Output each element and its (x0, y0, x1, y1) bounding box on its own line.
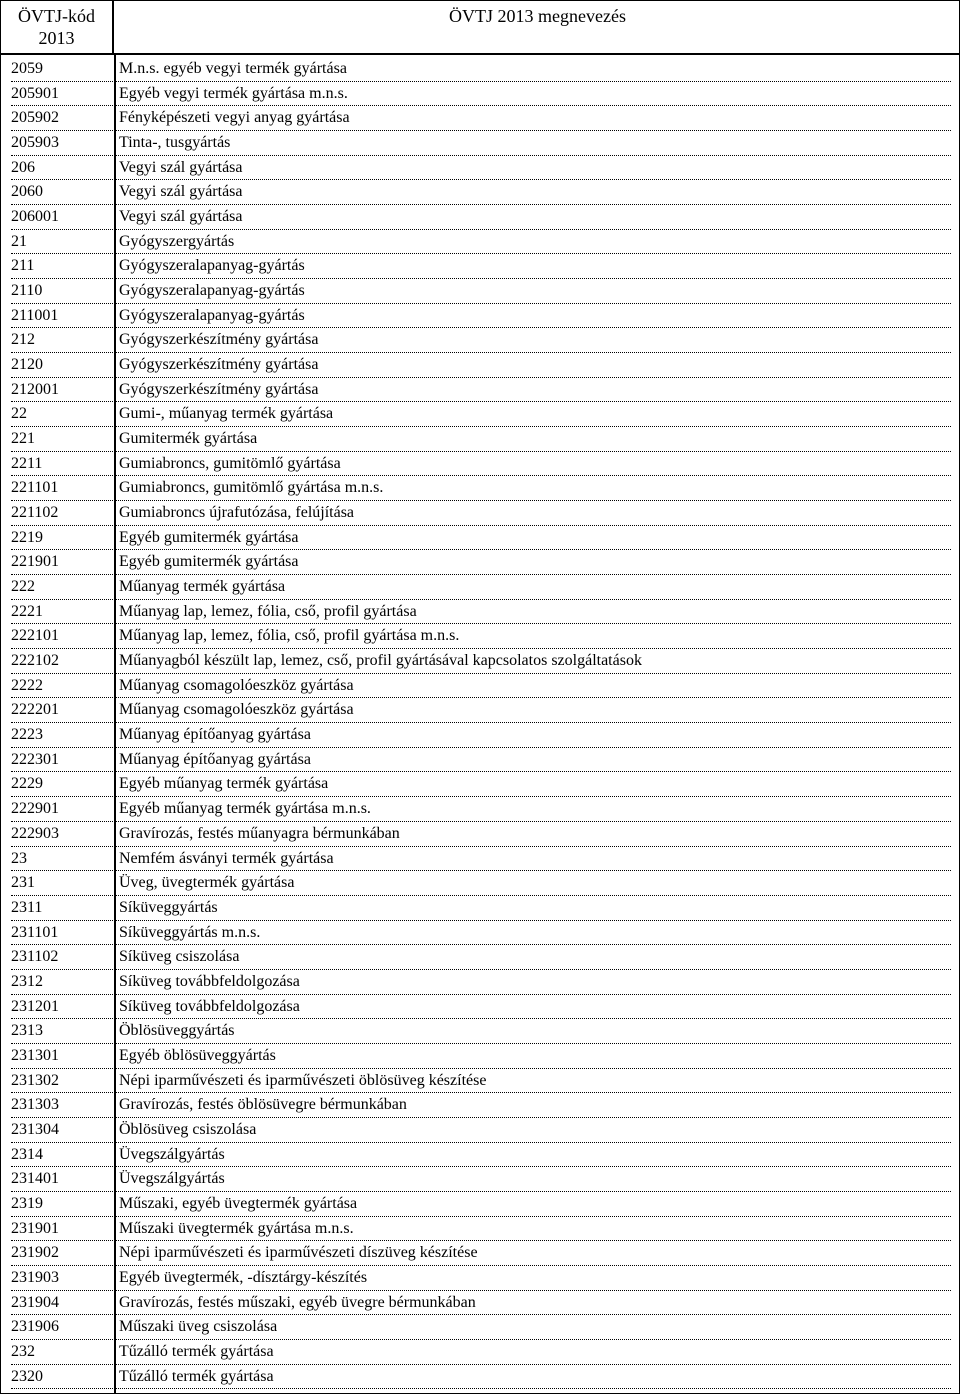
row-name: Egyéb gumitermék gyártása (119, 528, 299, 546)
row-name: Gyógyszerkészítmény gyártása (119, 380, 319, 398)
row-name: Egyéb öblösüveggyártás (119, 1046, 276, 1064)
row-name: Tinta-, tusgyártás (119, 134, 231, 152)
row-code: 231904 (11, 1293, 59, 1311)
row-code: 231901 (11, 1219, 59, 1237)
row-code: 211 (11, 257, 35, 275)
row-code: 211001 (11, 306, 59, 324)
row-code: 231902 (11, 1244, 59, 1262)
table-row (1, 871, 959, 896)
table-row (1, 748, 959, 773)
table-row (1, 279, 959, 304)
table-row (1, 353, 959, 378)
row-name: Síküveg továbbfeldolgozása (119, 997, 300, 1015)
table-row (1, 378, 959, 403)
row-code: 2211 (11, 454, 43, 472)
row-code: 231903 (11, 1268, 59, 1286)
row-name: Egyéb vegyi termék gyártása m.n.s. (119, 84, 348, 102)
row-code: 2320 (11, 1367, 43, 1385)
code-column-header (1, 1, 114, 53)
table-row (1, 452, 959, 477)
table-row (1, 304, 959, 329)
row-code: 222901 (11, 800, 59, 818)
row-code: 2312 (11, 972, 43, 990)
table-row (1, 995, 959, 1020)
table-row (1, 1217, 959, 1242)
row-code: 232 (11, 1342, 35, 1360)
table-row (1, 1291, 959, 1316)
row-name: Nemfém ásványi termék gyártása (119, 849, 334, 867)
row-code: 2219 (11, 528, 43, 546)
code-header-line1: ÖVTJ-kód (18, 6, 95, 26)
table-row (1, 1192, 959, 1217)
table-row (1, 1044, 959, 1069)
row-code: 2319 (11, 1194, 43, 1212)
row-code: 222101 (11, 627, 59, 645)
table-row (1, 1143, 959, 1168)
table-row (1, 723, 959, 748)
row-code: 205903 (11, 134, 59, 152)
row-code: 2313 (11, 1022, 43, 1040)
row-code: 2060 (11, 183, 43, 201)
row-code: 2314 (11, 1145, 43, 1163)
row-name: Gravírozás, festés műanyagra bérmunkában (119, 824, 400, 842)
row-name: Gravírozás, festés műszaki, egyéb üvegre bérmunkában (119, 1293, 476, 1311)
row-code: 231303 (11, 1096, 59, 1114)
table-row (1, 1340, 959, 1365)
table-row (1, 106, 959, 131)
row-code: 212 (11, 331, 35, 349)
row-name: Síküveg csiszolása (119, 948, 240, 966)
row-name: Műanyag csomagolóeszköz gyártása (119, 701, 354, 719)
table-row (1, 57, 959, 82)
row-name: Műszaki üveg csiszolása (119, 1318, 278, 1336)
row-code: 2110 (11, 282, 43, 300)
table-row (1, 328, 959, 353)
row-name: Gumiabroncs, gumitömlő gyártása (119, 454, 341, 472)
table-row (1, 1167, 959, 1192)
row-name: Műanyag építőanyag gyártása (119, 750, 311, 768)
row-name: Öblösüveggyártás (119, 1022, 235, 1040)
row-name: Gyógyszeralapanyag-gyártás (119, 306, 305, 324)
row-name: Gyógyszeralapanyag-gyártás (119, 282, 305, 300)
table-row (1, 1093, 959, 1118)
row-code: 222201 (11, 701, 59, 719)
row-code: 231101 (11, 923, 59, 941)
table-row (1, 674, 959, 699)
row-name: Egyéb üvegtermék, -dísztárgy-készítés (119, 1268, 368, 1286)
row-code: 231302 (11, 1071, 59, 1089)
table-row (1, 945, 959, 970)
table-body (1, 57, 959, 1389)
row-code: 231301 (11, 1046, 59, 1064)
table-row (1, 180, 959, 205)
row-code: 222903 (11, 824, 59, 842)
row-name: Gumiabroncs újrafutózása, felújítása (119, 504, 355, 522)
table-row (1, 1069, 959, 1094)
row-name: Üveg, üvegtermék gyártása (119, 874, 295, 892)
row-name: Gyógyszergyártás (119, 232, 235, 250)
row-name: Síküveg továbbfeldolgozása (119, 972, 300, 990)
table-row (1, 970, 959, 995)
row-name: Műanyag építőanyag gyártása (119, 726, 311, 744)
table-row (1, 600, 959, 625)
row-name: Műszaki, egyéb üvegtermék gyártása (119, 1194, 358, 1212)
table-row (1, 1365, 959, 1390)
table-header (1, 1, 959, 55)
row-name: Műanyagból készült lap, lemez, cső, profil gyártásával kapcsolatos szolgáltatások (119, 652, 642, 670)
row-code: 22 (11, 405, 27, 423)
table-row (1, 526, 959, 551)
row-code: 221901 (11, 553, 59, 571)
row-name: Gumitermék gyártása (119, 430, 258, 448)
dotted-rule (11, 1388, 951, 1389)
table-row (1, 550, 959, 575)
row-name: Egyéb gumitermék gyártása (119, 553, 299, 571)
table-row (1, 1315, 959, 1340)
row-code: 212001 (11, 380, 59, 398)
row-code: 2223 (11, 726, 43, 744)
table-row (1, 131, 959, 156)
table-row (1, 847, 959, 872)
row-code: 2222 (11, 676, 43, 694)
table-row (1, 1118, 959, 1143)
table-row (1, 205, 959, 230)
row-code: 206 (11, 158, 35, 176)
table-row (1, 402, 959, 427)
row-code: 221102 (11, 504, 59, 522)
row-code: 2229 (11, 775, 43, 793)
row-name: Műanyag lap, lemez, fólia, cső, profil gyártása (119, 602, 417, 620)
row-code: 231201 (11, 997, 59, 1015)
table-row (1, 82, 959, 107)
row-code: 222 (11, 578, 35, 596)
row-name: Tűzálló termék gyártása (119, 1367, 274, 1385)
row-name: Gyógyszerkészítmény gyártása (119, 356, 319, 374)
row-name: Gravírozás, festés öblösüvegre bérmunkában (119, 1096, 407, 1114)
row-name: Népi iparművészeti és iparművészeti öblösüveg készítése (119, 1071, 487, 1089)
table-row (1, 427, 959, 452)
row-code: 23 (11, 849, 27, 867)
row-code: 231 (11, 874, 35, 892)
row-code: 221 (11, 430, 35, 448)
row-code: 222301 (11, 750, 59, 768)
row-name: Gumiabroncs, gumitömlő gyártása m.n.s. (119, 479, 384, 497)
row-name: M.n.s. egyéb vegyi termék gyártása (119, 60, 347, 77)
row-name: Vegyi szál gyártása (119, 208, 243, 226)
row-code: 231906 (11, 1318, 59, 1336)
row-code: 222102 (11, 652, 59, 670)
row-name: Gyógyszerkészítmény gyártása (119, 331, 319, 349)
name-column-header: ÖVTJ 2013 megnevezés (449, 6, 626, 26)
table-row (1, 230, 959, 255)
table-row (1, 501, 959, 526)
row-name: Vegyi szál gyártása (119, 183, 243, 201)
table-row (1, 822, 959, 847)
table-row (1, 156, 959, 181)
row-name: Tűzálló termék gyártása (119, 1342, 274, 1360)
row-code: 221101 (11, 479, 59, 497)
table-row (1, 476, 959, 501)
table-row (1, 1266, 959, 1291)
row-code: 2311 (11, 898, 43, 916)
row-code: 205901 (11, 84, 59, 102)
row-name: Vegyi szál gyártása (119, 158, 243, 176)
table-row (1, 797, 959, 822)
row-name: Műanyag termék gyártása (119, 578, 286, 596)
row-name: Egyéb műanyag termék gyártása m.n.s. (119, 800, 371, 818)
table-row (1, 1019, 959, 1044)
row-name: Népi iparművészeti és iparművészeti díszüveg készítése (119, 1244, 478, 1262)
table-row (1, 649, 959, 674)
table-row (1, 896, 959, 921)
row-name: Üvegszálgyártás (119, 1145, 225, 1163)
table-row (1, 698, 959, 723)
table-row (1, 921, 959, 946)
row-name: Műanyag csomagolóeszköz gyártása (119, 676, 354, 694)
row-code: 231102 (11, 948, 59, 966)
row-code: 205902 (11, 109, 59, 127)
row-name: Öblösüveg csiszolása (119, 1120, 257, 1138)
row-name: Műszaki üvegtermék gyártása m.n.s. (119, 1219, 354, 1237)
row-code: 206001 (11, 208, 59, 226)
row-code: 231401 (11, 1170, 59, 1188)
table-row (1, 575, 959, 600)
table-row (1, 1241, 959, 1266)
row-name: Fényképészeti vegyi anyag gyártása (119, 109, 350, 127)
row-name: Műanyag lap, lemez, fólia, cső, profil gyártása m.n.s. (119, 627, 460, 645)
row-code: 2120 (11, 356, 43, 374)
row-code: 231304 (11, 1120, 59, 1138)
row-name: Síküveggyártás (119, 898, 218, 916)
row-code: 2221 (11, 602, 43, 620)
code-header-line2: 2013 (38, 28, 75, 48)
row-code: 2059 (11, 60, 43, 77)
row-name: Gumi-, műanyag termék gyártása (119, 405, 334, 423)
table-row (1, 254, 959, 279)
row-name: Síküveggyártás m.n.s. (119, 923, 261, 941)
table-row (1, 624, 959, 649)
table-row (1, 772, 959, 797)
row-code: 21 (11, 232, 27, 250)
row-name: Gyógyszeralapanyag-gyártás (119, 257, 305, 275)
row-name: Üvegszálgyártás (119, 1170, 225, 1188)
row-name: Egyéb műanyag termék gyártása (119, 775, 329, 793)
